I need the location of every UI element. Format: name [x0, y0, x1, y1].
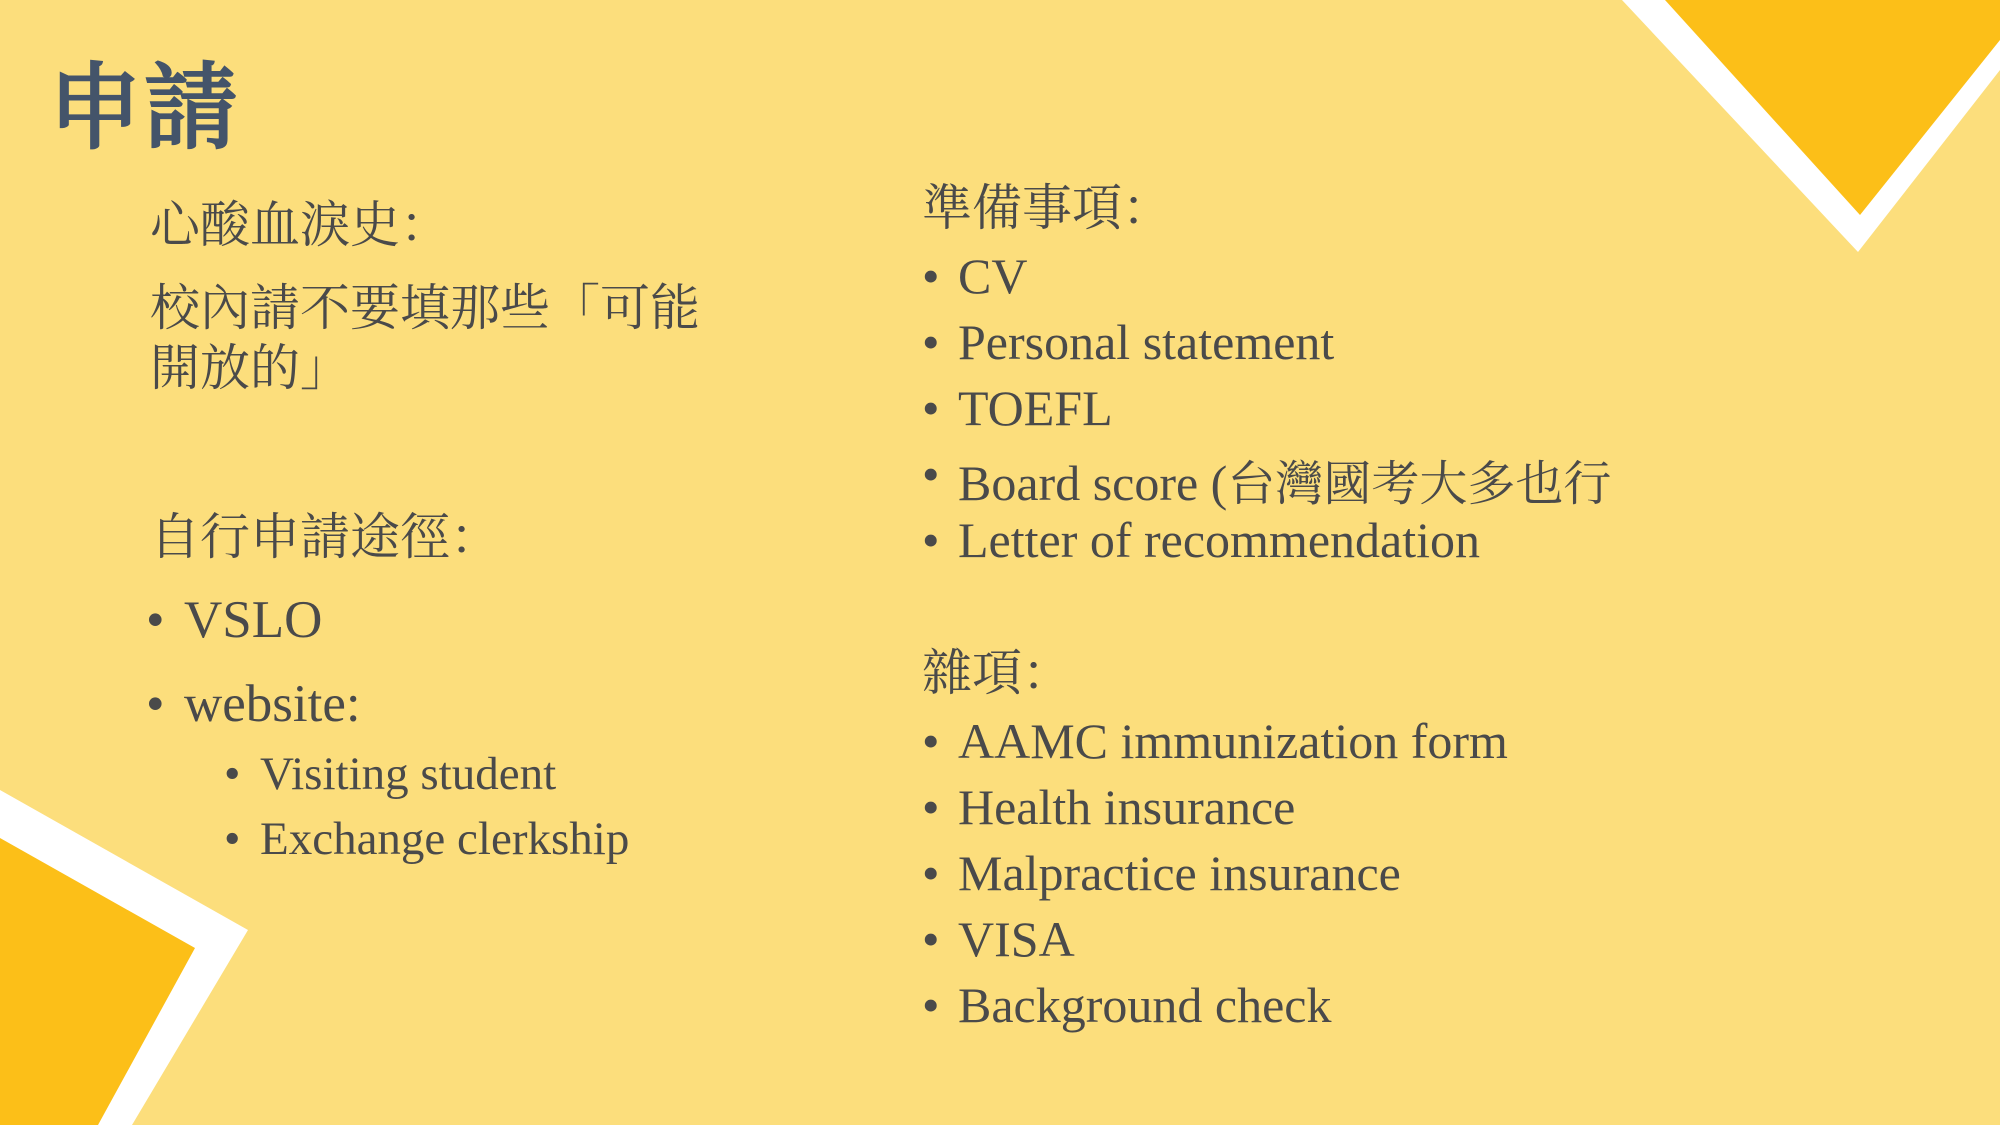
- website-subitem-exchange-clerkship: Exchange clerkship: [260, 813, 630, 865]
- list-item: [146, 674, 361, 742]
- history-heading: 心酸血淚史：: [150, 196, 450, 254]
- list-item: [922, 778, 1508, 844]
- list-item: [922, 445, 1611, 511]
- list-item: [922, 976, 1508, 1042]
- history-note-line-1: 校內請不要填那些「可能: [150, 279, 700, 337]
- prep-item-personal-statement: Personal statement: [958, 314, 1335, 370]
- list-item: [224, 747, 629, 812]
- misc-item-malpractice-insurance: Malpractice insurance: [958, 845, 1401, 901]
- slide-title: 申請: [48, 54, 241, 163]
- history-note-line-2: 開放的」: [150, 339, 350, 397]
- website-sublist: [224, 747, 629, 877]
- list-item: [922, 712, 1508, 778]
- prep-item-letter: Letter of recommendation: [958, 512, 1480, 568]
- prep-item-board-score-note: 台灣國考大多也行: [1227, 456, 1612, 512]
- routes-heading: 自行申請途徑：: [150, 508, 500, 566]
- list-item: [922, 511, 1611, 577]
- route-vslo: VSLO: [184, 591, 323, 649]
- prep-item-toefl: TOEFL: [958, 380, 1113, 436]
- routes-list: [146, 590, 361, 742]
- list-item: [146, 590, 361, 674]
- list-item: [922, 313, 1611, 379]
- list-item: [922, 379, 1611, 445]
- prep-item-board-score: Board score (: [958, 455, 1228, 511]
- list-item: [224, 812, 629, 877]
- misc-item-aamc-form: AAMC immunization form: [958, 713, 1508, 769]
- misc-list: [922, 712, 1508, 1042]
- prep-heading: 準備事項：: [922, 179, 1172, 237]
- route-website: website:: [184, 675, 361, 733]
- website-subitem-visiting-student: Visiting student: [260, 748, 557, 800]
- list-item: [922, 247, 1611, 313]
- list-item: [922, 844, 1508, 910]
- misc-heading: 雜項：: [922, 644, 1072, 702]
- list-item: [922, 910, 1508, 976]
- misc-item-health-insurance: Health insurance: [958, 779, 1296, 835]
- prep-list: [922, 247, 1611, 577]
- misc-item-visa: VISA: [958, 911, 1075, 967]
- prep-item-cv: CV: [958, 248, 1028, 304]
- misc-item-background-check: Background check: [958, 977, 1332, 1033]
